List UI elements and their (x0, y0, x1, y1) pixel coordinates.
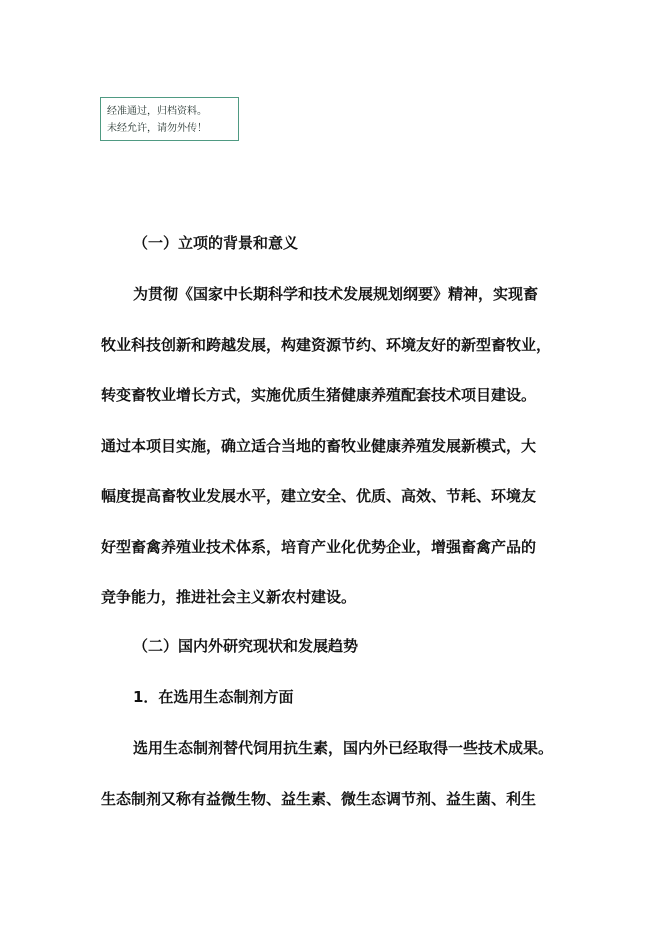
section-2-title: （二）国内外研究现状和发展趋势 (133, 637, 359, 655)
subsection-1-title: 1．在选用生态制剂方面 (133, 688, 294, 706)
section-1-paragraph-line-3: 转变畜牧业增长方式，实施优质生猪健康养殖配套技术项目建设。 (101, 386, 537, 404)
notice-line-1: 经准通过，归档资料。 (107, 106, 207, 117)
section-1-paragraph-line-5: 幅度提高畜牧业发展水平，建立安全、优质、高效、节耗、环境友 (101, 487, 537, 505)
section-1-title: （一）立项的背景和意义 (133, 234, 299, 252)
section-2-paragraph-line-1: 选用生态制剂替代饲用抗生素，国内外已经取得一些技术成果。 (133, 739, 554, 757)
section-1-paragraph-line-7: 竞争能力，推进社会主义新农村建设。 (101, 588, 357, 606)
section-1-paragraph-line-6: 好型畜禽养殖业技术体系，培育产业化优势企业，增强畜禽产品的 (101, 538, 537, 556)
notice-line-2: 未经允许，请勿外传！ (107, 123, 207, 134)
section-1-paragraph-line-1: 为贯彻《国家中长期科学和技术发展规划纲要》精神，实现畜 (133, 285, 539, 303)
section-1-paragraph-line-2: 牧业科技创新和跨越发展，构建资源节约、环境友好的新型畜牧业， (101, 336, 552, 354)
section-2-paragraph-line-2: 生态制剂又称有益微生物、益生素、微生态调节剂、益生菌、利生 (101, 790, 537, 808)
section-1-paragraph-line-4: 通过本项目实施，确立适合当地的畜牧业健康养殖发展新模式，大 (101, 437, 537, 455)
